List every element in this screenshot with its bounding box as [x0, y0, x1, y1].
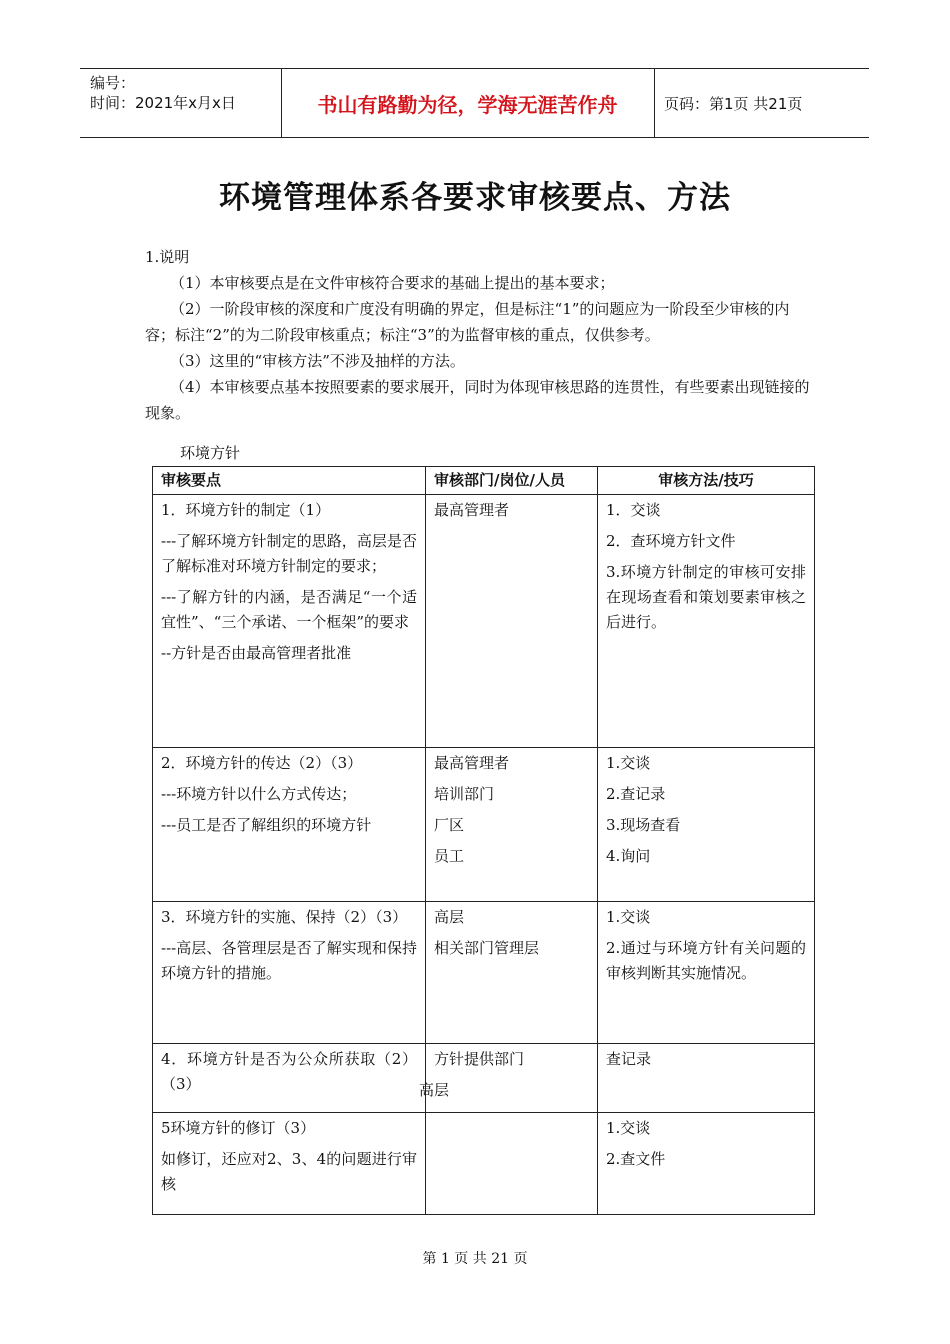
table-row: [153, 1113, 815, 1215]
dept-cell: [419, 1044, 598, 1113]
method-item: 2．查环境方针文件: [606, 532, 736, 550]
intro-item: （3）这里的“审核方法”不涉及抽样的方法。: [170, 352, 465, 370]
method-item: 3.现场查看: [606, 816, 681, 834]
document-time-label: 时间：2021年x月x日: [90, 94, 236, 112]
table-row: [153, 1044, 815, 1113]
audit-points-cell: [153, 748, 426, 902]
audit-points-cell: [153, 1044, 426, 1113]
intro-item: （1）本审核要点是在文件审核符合要求的基础上提出的基本要求；: [170, 274, 615, 292]
table-row: [153, 495, 815, 748]
method-cell: [598, 495, 815, 748]
audit-table: [152, 466, 815, 1215]
dept-item: 员工: [434, 847, 465, 865]
audit-point: ---高层、各管理层是否了解实现和保持环境方针的措施。: [161, 939, 417, 982]
dept-item: 厂区: [434, 816, 465, 834]
method-item: 1.交谈: [606, 754, 651, 772]
column-header-methods: 审核方法/技巧: [598, 467, 815, 495]
page-header: [80, 68, 869, 138]
dept-item: 相关部门管理层: [434, 939, 540, 957]
audit-point: ---了解方针的内涵，是否满足“一个适宜性”、“三个承诺、一个框架”的要求: [161, 588, 417, 631]
table-row: [153, 902, 815, 1044]
dept-item: 最高管理者: [434, 754, 510, 772]
header-divider: [654, 69, 655, 137]
audit-point: 4．环境方针是否为公众所获取（2）（3）: [161, 1050, 417, 1093]
audit-points-cell: [153, 495, 426, 748]
dept-item: 高层: [434, 908, 465, 926]
method-item: 2.查记录: [606, 785, 666, 803]
dept-cell: [426, 1113, 598, 1215]
dept-item: 培训部门: [434, 785, 495, 803]
intro-heading: 1.说明: [145, 248, 190, 266]
dept-cell: [426, 748, 598, 902]
dept-cell: [426, 495, 598, 748]
page-title: 环境管理体系各要求审核要点、方法: [219, 180, 731, 216]
column-header-depts: 审核部门/岗位/人员: [426, 467, 598, 495]
audit-point: --方针是否由最高管理者批准: [161, 644, 352, 662]
intro-item: （4）本审核要点基本按照要素的要求展开，同时为体现审核思路的连贯性，有些要素出现链接的现象。: [145, 378, 810, 422]
method-item: 1.交谈: [606, 1119, 651, 1137]
audit-points-cell: [153, 1113, 426, 1215]
method-item: 1.交谈: [606, 908, 651, 926]
column-header-points: 审核要点: [153, 467, 426, 495]
document-number-label: 编号：: [90, 74, 136, 92]
page-footer: 第 1 页 共 21 页: [422, 1251, 528, 1267]
method-cell: [598, 1044, 815, 1113]
header-motto: 书山有路勤为径，学海无涯苦作舟: [317, 92, 618, 117]
method-item: 1．交谈: [606, 501, 661, 519]
dept-item: 高层: [419, 1081, 450, 1099]
method-item: 2.通过与环境方针有关问题的审核判断其实施情况。: [606, 939, 806, 982]
audit-point: ---员工是否了解组织的环境方针: [161, 816, 372, 834]
section-label: 环境方针: [180, 444, 241, 462]
dept-item: 方针提供部门: [434, 1050, 525, 1068]
audit-point: ---了解环境方针制定的思路，高层是否了解标准对环境方针制定的要求；: [161, 532, 417, 575]
method-item: 2.查文件: [606, 1150, 666, 1168]
intro-item: （2）一阶段审核的深度和广度没有明确的界定，但是标注“1”的问题应为一阶段至少审核的内容；标注“2”的为二阶段审核重点；标注“3”的为监督审核的重点，仅供参考。: [145, 300, 790, 344]
audit-point: 3．环境方针的实施、保持（2）（3）: [161, 908, 408, 926]
method-item: 4.询问: [606, 847, 651, 865]
audit-point: 如修订，还应对2、3、4的问题进行审核: [161, 1150, 417, 1193]
audit-point: 2．环境方针的传达（2）（3）: [161, 754, 363, 772]
method-cell: [598, 1113, 815, 1215]
audit-point: 1．环境方针的制定（1）: [161, 501, 331, 519]
audit-point: 5环境方针的修订（3）: [161, 1119, 316, 1137]
header-page-info: 页码：第1页 共21页: [664, 94, 803, 113]
audit-point: ---环境方针以什么方式传达；: [161, 785, 357, 803]
table-row: [153, 748, 815, 902]
method-item: 查记录: [606, 1050, 652, 1068]
method-item: 3.环境方针制定的审核可安排在现场查看和策划要素审核之后进行。: [606, 563, 806, 631]
audit-points-cell: [153, 902, 426, 1044]
dept-cell: [426, 902, 598, 1044]
method-cell: [598, 902, 815, 1044]
dept-item: 最高管理者: [434, 501, 510, 519]
header-meta: [90, 73, 236, 113]
method-cell: [598, 748, 815, 902]
table-header-row: [153, 467, 815, 495]
intro-section: [145, 244, 813, 426]
